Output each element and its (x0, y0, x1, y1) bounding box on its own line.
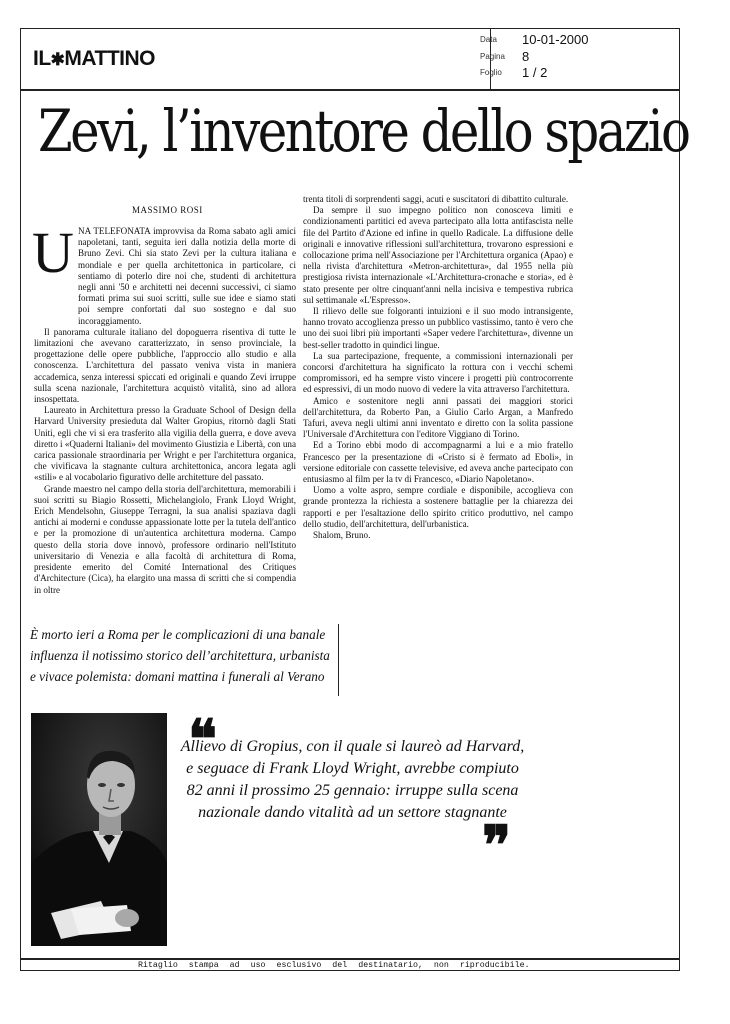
article-subheading: È morto ieri a Roma per le complicazioni di una banale influenza il notissimo storico dell’architettura, urbanista e vivace polemista: domani mattina i funerali al Verano (30, 627, 330, 684)
paragraph: Grande maestro nel campo della storia dell'architettura, memorabili i suoi scritti su Biagio Rossetti, Michelangiolo, Frank Lloyd Wright, Erich Mendelsohn, Giuseppe Terragni, la sua analisi spaziava dagli antichi ai moderni e condusse appassionate lotte per la tutela dell'antico e per la promozione di un'autentica architettura moderna. Campo questo della storia dove innovò, professore ordinario nell'Istituto universitario di Venezia e alla facoltà di architettura di Roma, presidente emerito del Comité International des Critiques d'Architecture (Cica), ha elargito una massa di scritti che si compendia in oltre (34, 483, 296, 595)
article-headline: Zevi, l’inventore dello spazio (38, 97, 689, 165)
paragraph: Shalom, Bruno. (313, 530, 371, 541)
close-quote-icon: ❞ (482, 813, 512, 877)
meta-date-value: 10-01-2000 (522, 32, 589, 47)
article-byline: MASSIMO ROSI (132, 205, 203, 215)
paragraph: trenta titoli di sorprendenti saggi, acuti e suscitatori di dibattito culturale. (303, 194, 569, 204)
paragraph: NA TELEFONATA improvvisa da Roma sabato agli amici napoletani, tanti, seguita ieri dalla notizia della morte di Bruno Zevi. Chi sia stato Zevi per la cultura italiana e mondiale e per quella architettonica in particolare, ci sentiamo di poterlo dire noi che, studenti di architettura negli anni '50 e architetti nei decenni successivi, ci siamo formati prima sui suoi scritti, sulle sue idee e siamo stati poi sempre confortati dal suo sostegno e dal suo incoraggiamento. (78, 226, 296, 326)
paragraph: La sua partecipazione, frequente, a commissioni internazionali per concorsi d'architettura ha significato la rottura con i vecchi schemi compromissori, ed ha sempre visto vincere i progetti più controcorrente ed espressivi, di un modo nuovo di vedere la vita attraverso l'architettura. (303, 350, 573, 395)
portrait-photo (31, 713, 167, 946)
pull-quote: Allievo di Gropius, con il quale si laureò ad Harvard, e seguace di Frank Lloyd Wright, avrebbe compiuto 82 anni il prossimo 25 gennaio: irruppe sulla scena nazionale dando vitalità ad un settore stagnante (180, 738, 525, 821)
paragraph: Amico e sostenitore negli anni passati dei maggiori storici dell'architettura, da Roberto Pan, a Giulio Carlo Argan, a Manfredo Tafuri, aveva negli ultimi anni inventato e diretto con la solita passione l'Universale d'Architettura con l'editore Viggiano di Torino. (303, 395, 573, 440)
article-column-2 (303, 194, 573, 612)
footer-disclaimer: Ritaglio stampa ad uso esclusivo del destinatario, non riproducibile. (138, 961, 530, 970)
paragraph: Uomo a volte aspro, sempre cordiale e disponibile, accoglieva con grande prontezza la richiesta a sostenere battaglie per la chiarezza dei rapporti e per l'esaltazione dello spirito critico produttivo, nel campo dello studio, dell'architettura, dell'urbanistica. (303, 485, 573, 529)
newspaper-masthead (33, 47, 155, 71)
paragraph: Da sempre il suo impegno politico non conosceva limiti e condizionamenti partitici ed aveva partecipato alla lotta antifascista nelle file del Partito d'Azione ed infine in quello Radicale. La diffusione delle originali e innovative riflessioni sull'architettura, trovarono espressioni e collocazione prima nell'Associazione per l'Architettura organica (Apao) e nella rivista d'architettura «Metron-architettura», dal 1955 nella più prestigiosa rivista internazionale «L'Architettura-cronache e storia», ed è stato presente per oltre cinquant'anni nella incisiva e tempestiva rubrica sul settimanale «L'Espresso». (303, 205, 573, 305)
paragraph: Laureato in Architettura presso la Graduate School of Design della Harvard University presieduta dal Walter Gropius, ritornò dagli Stati Uniti, egli che vi si era trasferito alla vigilia della guerra, e dove aveva diretto i «Quaderni Italiani» del movimento Giustizia e Libertà, con una carica passionale straordinaria per Wright e per l'architettura organica, che vivificava la stagnante cultura architettonica, ancora legata agli «stili» e al vocabolario figurativo delle architetture del passato. (34, 405, 296, 483)
open-quote-icon: ❝ (188, 707, 218, 771)
meta-sheet-value: 1 / 2 (522, 65, 548, 80)
meta-sheet-label: Foglio (480, 68, 502, 77)
article-column-1 (32, 220, 296, 612)
paragraph: Il rilievo delle sue folgoranti intuizioni e il suo modo intransigente, hanno trovato accoglienza presso un pubblico vastissimo, tanto è vero che uno dei suoi libri più importanti «Saper vedere l'architettura», divenne un best-seller tradotto in quindici lingue. (303, 306, 573, 350)
meta-page-label: Pagina (480, 52, 505, 61)
meta-page-value: 8 (522, 49, 530, 64)
paragraph: Ed a Torino ebbi modo di accompagnarmi a lui e a mio fratello Francesco per la presentazione di «Cristo si è fermato ad Eboli», in versione editoriale con cassette televisive, ed aveva anche partecipato con entusiasmo al film per la tv di Francesco, «Diario Napoletano». (303, 440, 573, 485)
meta-date-label: Data (480, 35, 497, 44)
paragraph: Il panorama culturale italiano del dopoguerra risentiva di tutte le limitazioni che avevano caratterizzato, in senso provinciale, la progettazione delle opere pubbliche, l'approccio allo studio e alla conoscenza. L'architettura del passato veniva vista in maniera accademica, senza interessi spiccati ed originali e quando Zevi irruppe sulla scena nazionale, l'architettura acquistò vitalità, sino ad allora insospettata. (34, 326, 296, 405)
masthead-prefix: IL (33, 47, 51, 70)
drop-cap: U (32, 220, 74, 285)
masthead-star-icon: ✱ (50, 50, 65, 69)
masthead-name: MATTINO (64, 47, 156, 70)
subheading-rule (338, 624, 339, 696)
